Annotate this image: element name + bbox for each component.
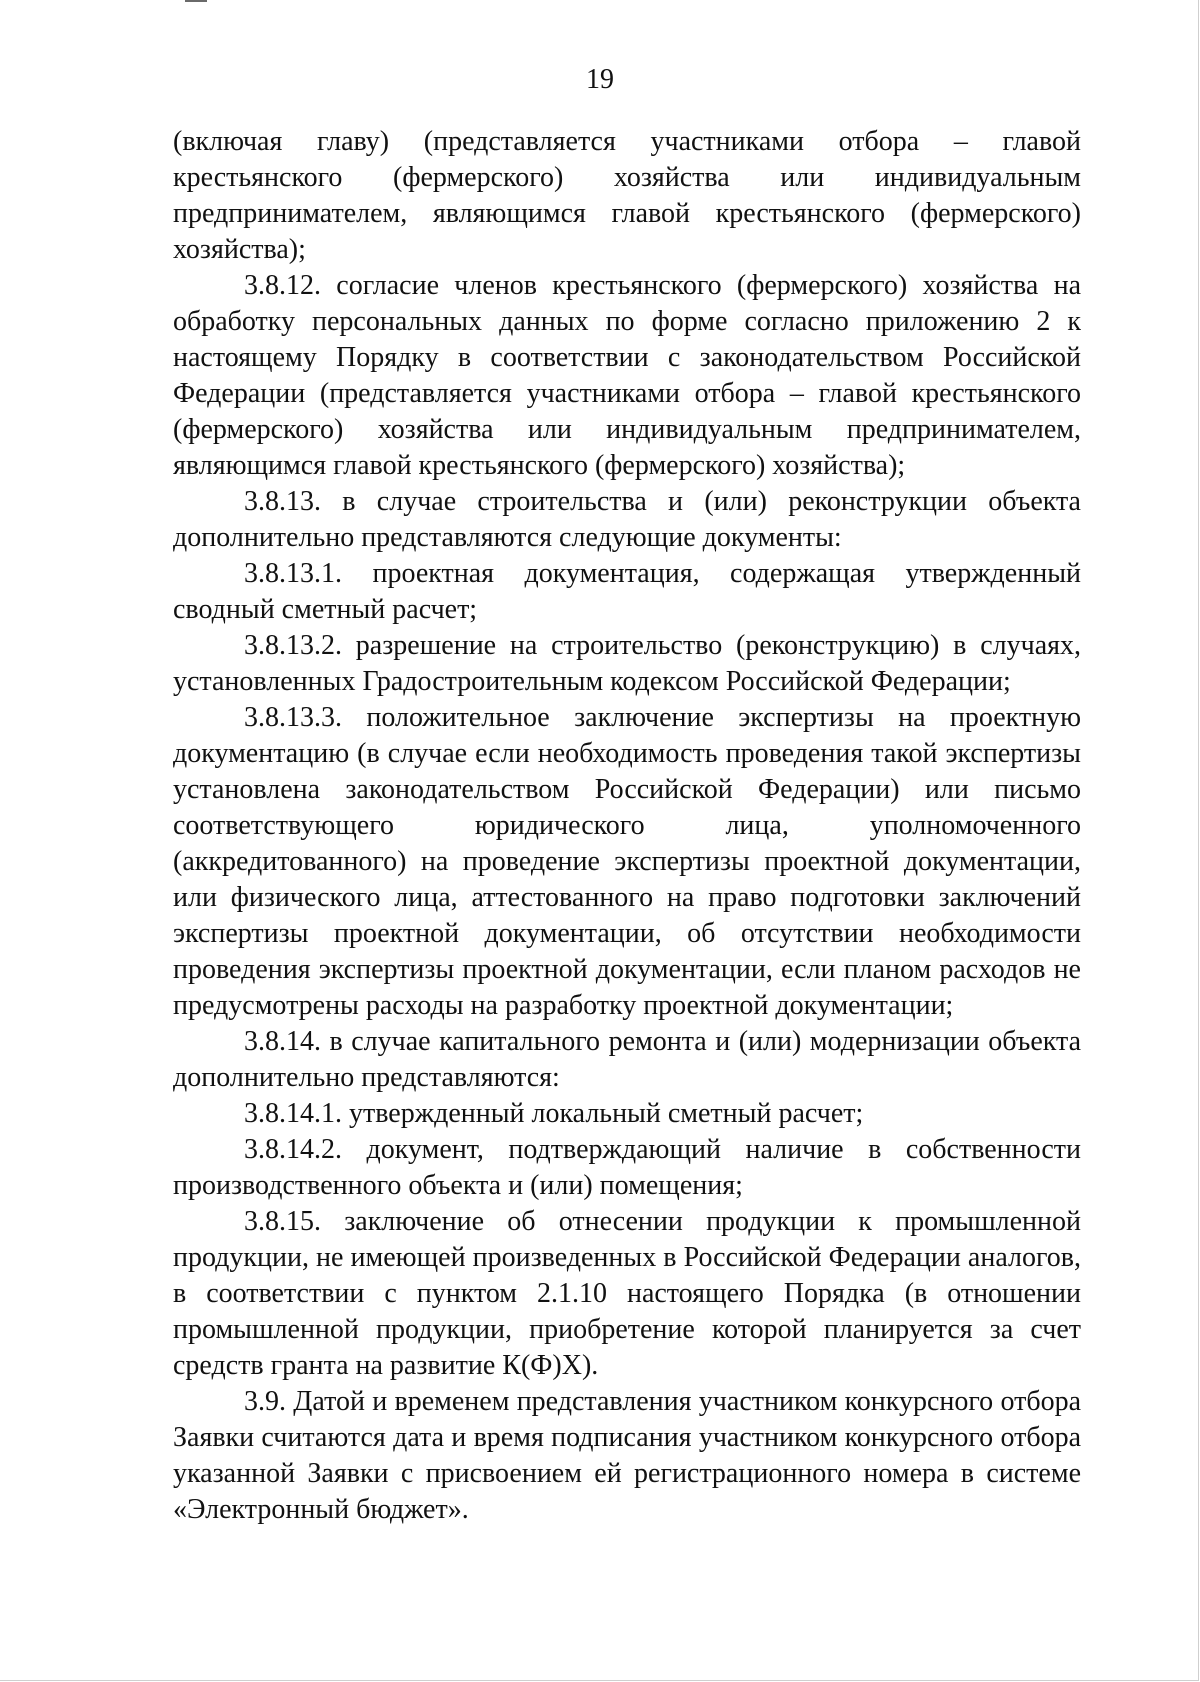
paragraph-3-9: 3.9. Датой и временем представления участником конкурсного отбора Заявки считаются дата и время подписания участником конкурсного отбора указанной Заявки с присвоением ей регистрационного номера в системе «Электронный бюджет».: [173, 1386, 1081, 1525]
document-body: [173, 124, 1081, 1528]
paragraph-3-8-14-2: 3.8.14.2. документ, подтверждающий наличие в собственности производственного объекта и (или) помещения;: [173, 1134, 1081, 1201]
paragraph-3-8-13-1: 3.8.13.1. проектная документация, содержащая утвержденный сводный сметный расчет;: [173, 558, 1081, 625]
scan-mark: [185, 0, 207, 2]
paragraph-3-8-14: 3.8.14. в случае капитального ремонта и (или) модернизации объекта дополнительно представляются:: [173, 1026, 1081, 1093]
paragraph-3-8-12: 3.8.12. согласие членов крестьянского (фермерского) хозяйства на обработку персональных данных по форме согласно приложению 2 к настоящему Порядку в соответствии с законодательством Российской Федерации (представляется участниками отбора – главой крестьянского (фермерского) хозяйства или индивидуальным предпринимателем, являющимся главой крестьянского (фермерского) хозяйства);: [173, 270, 1081, 481]
page-number: 19: [586, 64, 614, 95]
paragraph-3-8-13: 3.8.13. в случае строительства и (или) реконструкции объекта дополнительно представляются следующие документы:: [173, 486, 1081, 553]
paragraph-3-8-14-1: 3.8.14.1. утвержденный локальный сметный расчет;: [244, 1098, 864, 1129]
paragraph-continuation: (включая главу) (представляется участниками отбора – главой крестьянского (фермерского) хозяйства или индивидуальным предпринимателем, являющимся главой крестьянского (фермерского) хозяйства);: [173, 126, 1081, 265]
paragraph-3-8-13-3: 3.8.13.3. положительное заключение экспертизы на проектную документацию (в случае если необходимость проведения такой экспертизы установлена законодательством Российской Федерации) или письмо соответствующего юридического лица, уполномоченного (аккредитованного) на проведение экспертизы проектной документации, или физического лица, аттестованного на право подготовки заключений экспертизы проектной документации, об отсутствии необходимости проведения экспертизы проектной документации, если планом расходов не предусмотрены расходы на разработку проектной документации;: [173, 702, 1081, 1021]
paragraph-3-8-15: 3.8.15. заключение об отнесении продукции к промышленной продукции, не имеющей произведенных в Российской Федерации аналогов, в соответствии с пунктом 2.1.10 настоящего Порядка (в отношении промышленной продукции, приобретение которой планируется за счет средств гранта на развитие К(Ф)Х).: [173, 1206, 1081, 1381]
paragraph-3-8-13-2: 3.8.13.2. разрешение на строительство (реконструкцию) в случаях, установленных Градостроительным кодексом Российской Федерации;: [173, 630, 1081, 697]
